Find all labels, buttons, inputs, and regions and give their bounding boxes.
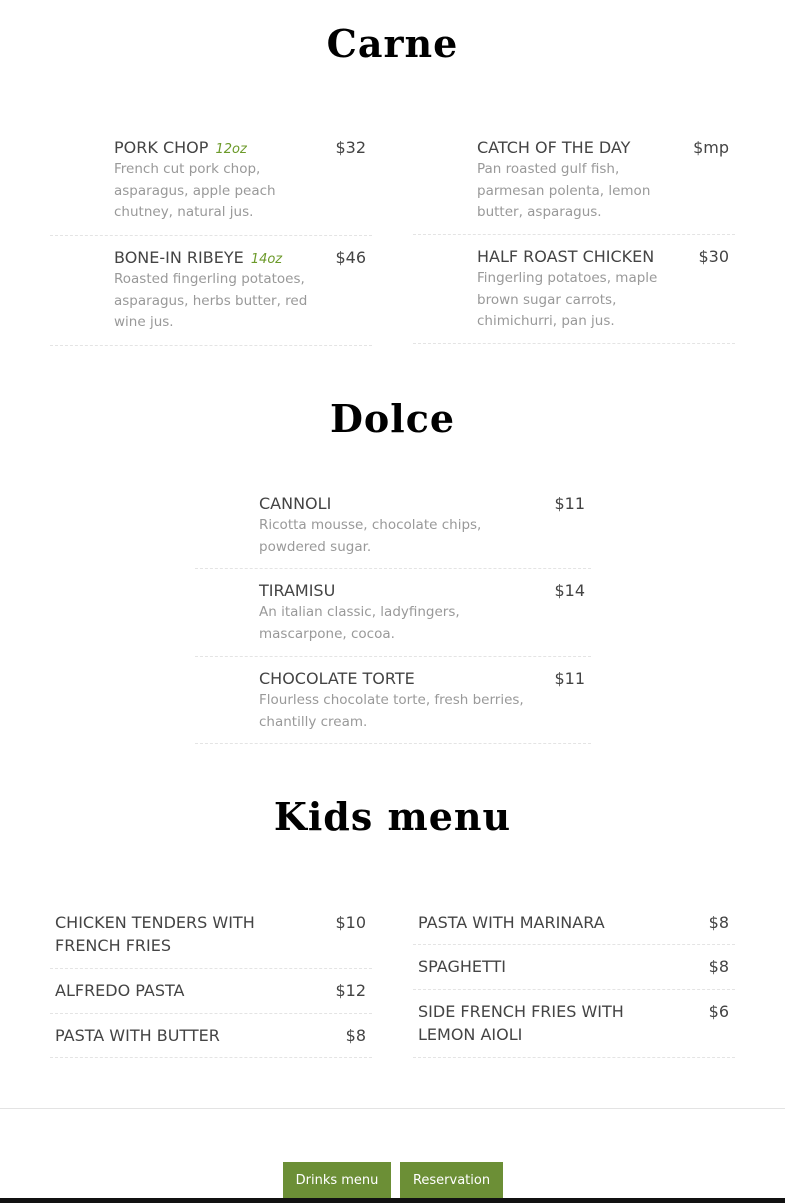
item-name: BONE-IN RIBEYE <box>114 248 244 267</box>
section-title-dolce: Dolce <box>329 396 456 441</box>
menu-item <box>50 136 372 236</box>
item-name: CHOCOLATE TORTE <box>259 669 415 688</box>
item-name: SPAGHETTI <box>418 957 506 976</box>
item-name: CANNOLI <box>259 494 332 513</box>
item-price: $11 <box>554 669 585 688</box>
menu-item <box>50 236 372 346</box>
item-price: $mp <box>693 138 729 157</box>
item-description: An italian classic, ladyfingers, mascarpone, cocoa. <box>259 604 460 642</box>
menu-item <box>195 657 591 744</box>
item-price: $12 <box>335 981 366 1000</box>
bottom-bar <box>0 1198 785 1203</box>
footer-divider <box>0 1108 785 1109</box>
menu-item <box>413 911 735 945</box>
item-name: HALF ROAST CHICKEN <box>477 247 655 266</box>
reservation-button[interactable]: Reservation <box>400 1162 503 1200</box>
item-description: French cut pork chop, asparagus, apple peach chutney, natural jus. <box>114 161 276 220</box>
kids-left-column <box>50 911 372 1058</box>
item-name: CHICKEN TENDERS WITH FRENCH FRIES <box>55 913 255 955</box>
menu-item <box>50 1014 372 1058</box>
item-price: $14 <box>554 581 585 600</box>
item-description: Fingerling potatoes, maple brown sugar carrots, chimichurri, pan jus. <box>477 270 658 329</box>
kids-right-column <box>413 911 735 1058</box>
carne-right-column <box>413 136 735 344</box>
item-price: $10 <box>335 913 366 932</box>
item-name: PASTA WITH BUTTER <box>55 1026 220 1045</box>
item-name: TIRAMISU <box>259 581 336 600</box>
menu-item <box>413 945 735 990</box>
item-price: $30 <box>698 247 729 266</box>
item-description: Roasted fingerling potatoes, asparagus, herbs butter, red wine jus. <box>114 271 308 330</box>
menu-item <box>413 235 735 344</box>
carne-left-column <box>50 136 372 346</box>
item-price: $11 <box>554 494 585 513</box>
section-title-kids-menu: Kids menu <box>273 794 512 839</box>
item-name: SIDE FRENCH FRIES WITH LEMON AIOLI <box>418 1002 624 1044</box>
item-name: PASTA WITH MARINARA <box>418 913 605 932</box>
item-price: $8 <box>708 913 729 932</box>
menu-item <box>413 990 735 1058</box>
item-name: CATCH OF THE DAY <box>477 138 631 157</box>
item-description: Pan roasted gulf fish, parmesan polenta, lemon butter, asparagus. <box>477 161 651 220</box>
section-title-carne: Carne <box>326 21 459 66</box>
item-price: $46 <box>335 248 366 267</box>
item-price: $32 <box>335 138 366 157</box>
item-size: 12oz <box>215 142 247 157</box>
item-price: $6 <box>708 1002 729 1021</box>
item-size: 14oz <box>250 252 283 267</box>
drinks-menu-button[interactable]: Drinks menu <box>283 1162 391 1200</box>
item-name: PORK CHOP <box>114 138 209 157</box>
item-price: $8 <box>345 1026 366 1045</box>
item-description: Flourless chocolate torte, fresh berries, chantilly cream. <box>259 692 524 730</box>
item-description: Ricotta mousse, chocolate chips, powdered sugar. <box>259 517 482 555</box>
menu-item <box>50 911 372 969</box>
item-price: $8 <box>708 957 729 976</box>
dolce-column <box>195 492 591 744</box>
menu-item <box>50 969 372 1014</box>
menu-item <box>195 492 591 569</box>
menu-item <box>195 569 591 657</box>
item-name: ALFREDO PASTA <box>55 981 185 1000</box>
menu-item <box>413 136 735 235</box>
